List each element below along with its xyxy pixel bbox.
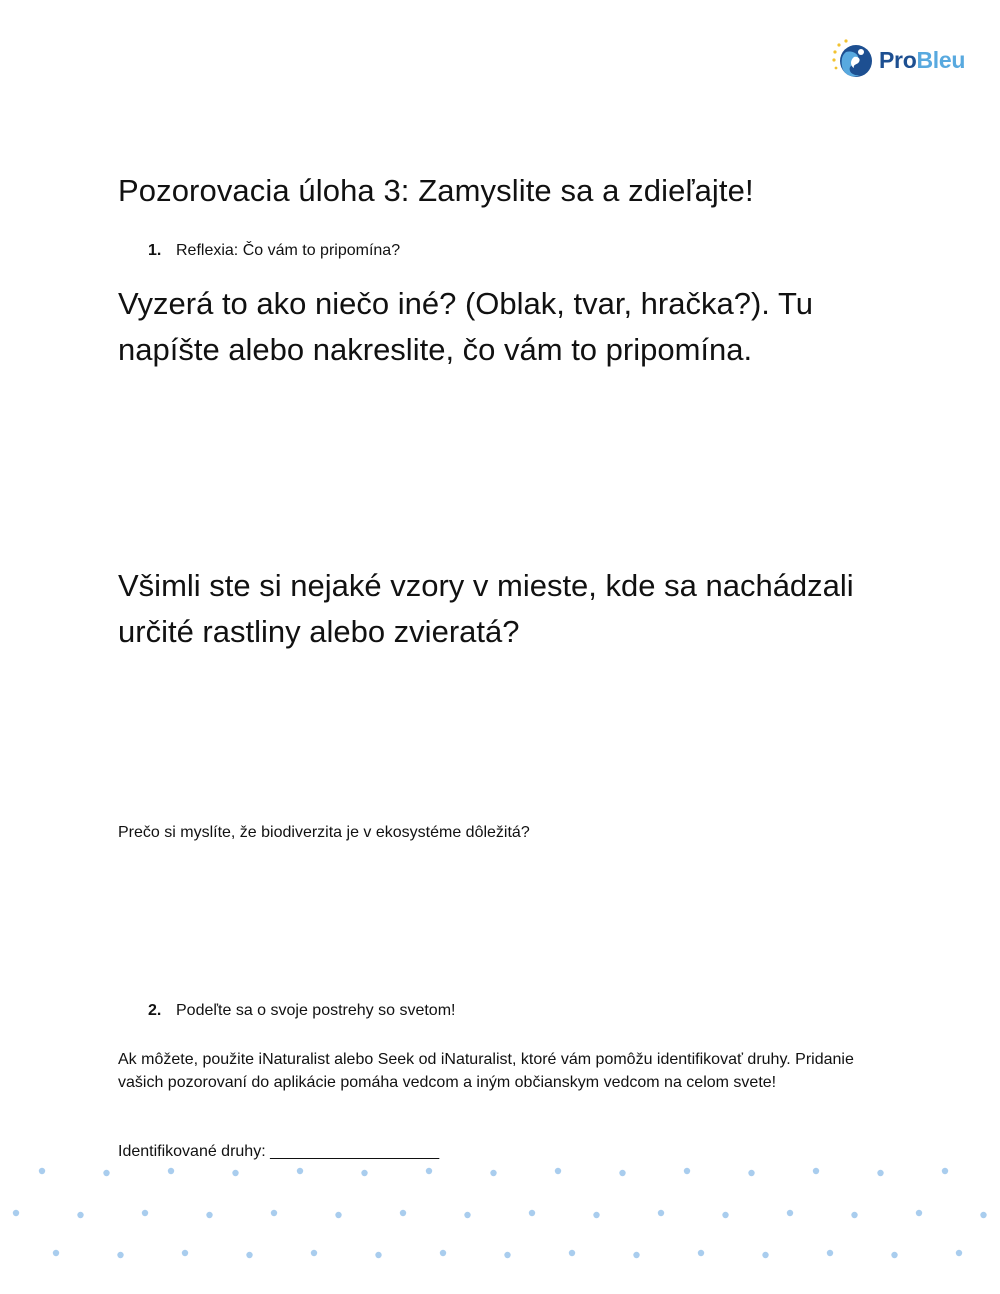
decor-dot (698, 1250, 704, 1256)
decor-dot (569, 1250, 575, 1256)
share-paragraph: Ak môžete, použite iNaturalist alebo Seek od iNaturalist, ktoré vám pomôžu identifikovať druhy. Pridanie vašich pozorovaní do aplikácie pomáha vedcom a iným občianskym vedcom na celom svete! (118, 1051, 854, 1091)
probleu-globe-icon (830, 38, 874, 82)
decor-dot (440, 1250, 446, 1256)
decor-dot (891, 1252, 897, 1258)
decor-dot (232, 1170, 238, 1176)
decor-dot (117, 1252, 123, 1258)
decor-dot (168, 1168, 174, 1174)
decor-dot (375, 1252, 381, 1258)
prompt-resemblance: Vyzerá to ako niečo iné? (Oblak, tvar, hračka?). Tu napíšte alebo nakreslite, čo vám to pripomína. (118, 286, 813, 367)
decor-dot (182, 1250, 188, 1256)
decor-dot (762, 1252, 768, 1258)
decor-dot (504, 1252, 510, 1258)
decor-dot (77, 1212, 83, 1218)
decor-dot (619, 1170, 625, 1176)
list-item-reflection (148, 242, 400, 260)
decor-dot (684, 1168, 690, 1174)
decor-dot (787, 1210, 793, 1216)
decor-dot (464, 1212, 470, 1218)
decor-dot (426, 1168, 432, 1174)
decor-dot (335, 1212, 341, 1218)
decor-dot (813, 1168, 819, 1174)
decor-dot (297, 1168, 303, 1174)
decor-dot (942, 1168, 948, 1174)
decor-dot (593, 1212, 599, 1218)
decor-dot (142, 1210, 148, 1216)
decor-dot (246, 1252, 252, 1258)
list-item-text: Reflexia: Čo vám to pripomína? (176, 242, 401, 259)
page-title: Pozorovacia úloha 3: Zamyslite sa a zdieľajte! (118, 173, 754, 208)
decor-dot (916, 1210, 922, 1216)
decor-dot (39, 1168, 45, 1174)
decor-dot (980, 1212, 986, 1218)
list-item-text: Podeľte sa o svoje postrehy so svetom! (176, 1002, 456, 1019)
decor-dot (529, 1210, 535, 1216)
species-field-label: Identifikované druhy: ___________________ (118, 1143, 440, 1160)
decor-dot (311, 1250, 317, 1256)
question-biodiversity: Prečo si myslíte, že biodiverzita je v ekosystéme dôležitá? (118, 824, 530, 841)
list-number: 2. (148, 1002, 162, 1019)
decor-dot (633, 1252, 639, 1258)
decor-dot (271, 1210, 277, 1216)
list-item-share (148, 1002, 455, 1020)
prompt-patterns: Všimli ste si nejaké vzory v mieste, kde sa nachádzali určité rastliny alebo zvieratá? (118, 568, 854, 649)
decor-dot (877, 1170, 883, 1176)
decor-dot (722, 1212, 728, 1218)
decor-dot (206, 1212, 212, 1218)
decor-dot (956, 1250, 962, 1256)
decorative-dot-pattern (0, 1155, 1000, 1265)
logo-wordmark: ProBleu (879, 46, 966, 73)
decor-dot (555, 1168, 561, 1174)
probleu-logo (830, 38, 980, 82)
decor-dot (53, 1250, 59, 1256)
decor-dot (851, 1212, 857, 1218)
decor-dot (490, 1170, 496, 1176)
decor-dot (827, 1250, 833, 1256)
decor-dot (13, 1210, 19, 1216)
decor-dot (658, 1210, 664, 1216)
decor-dot (400, 1210, 406, 1216)
decor-dot (103, 1170, 109, 1176)
decor-dot (361, 1170, 367, 1176)
list-number: 1. (148, 242, 162, 259)
decor-dot (748, 1170, 754, 1176)
